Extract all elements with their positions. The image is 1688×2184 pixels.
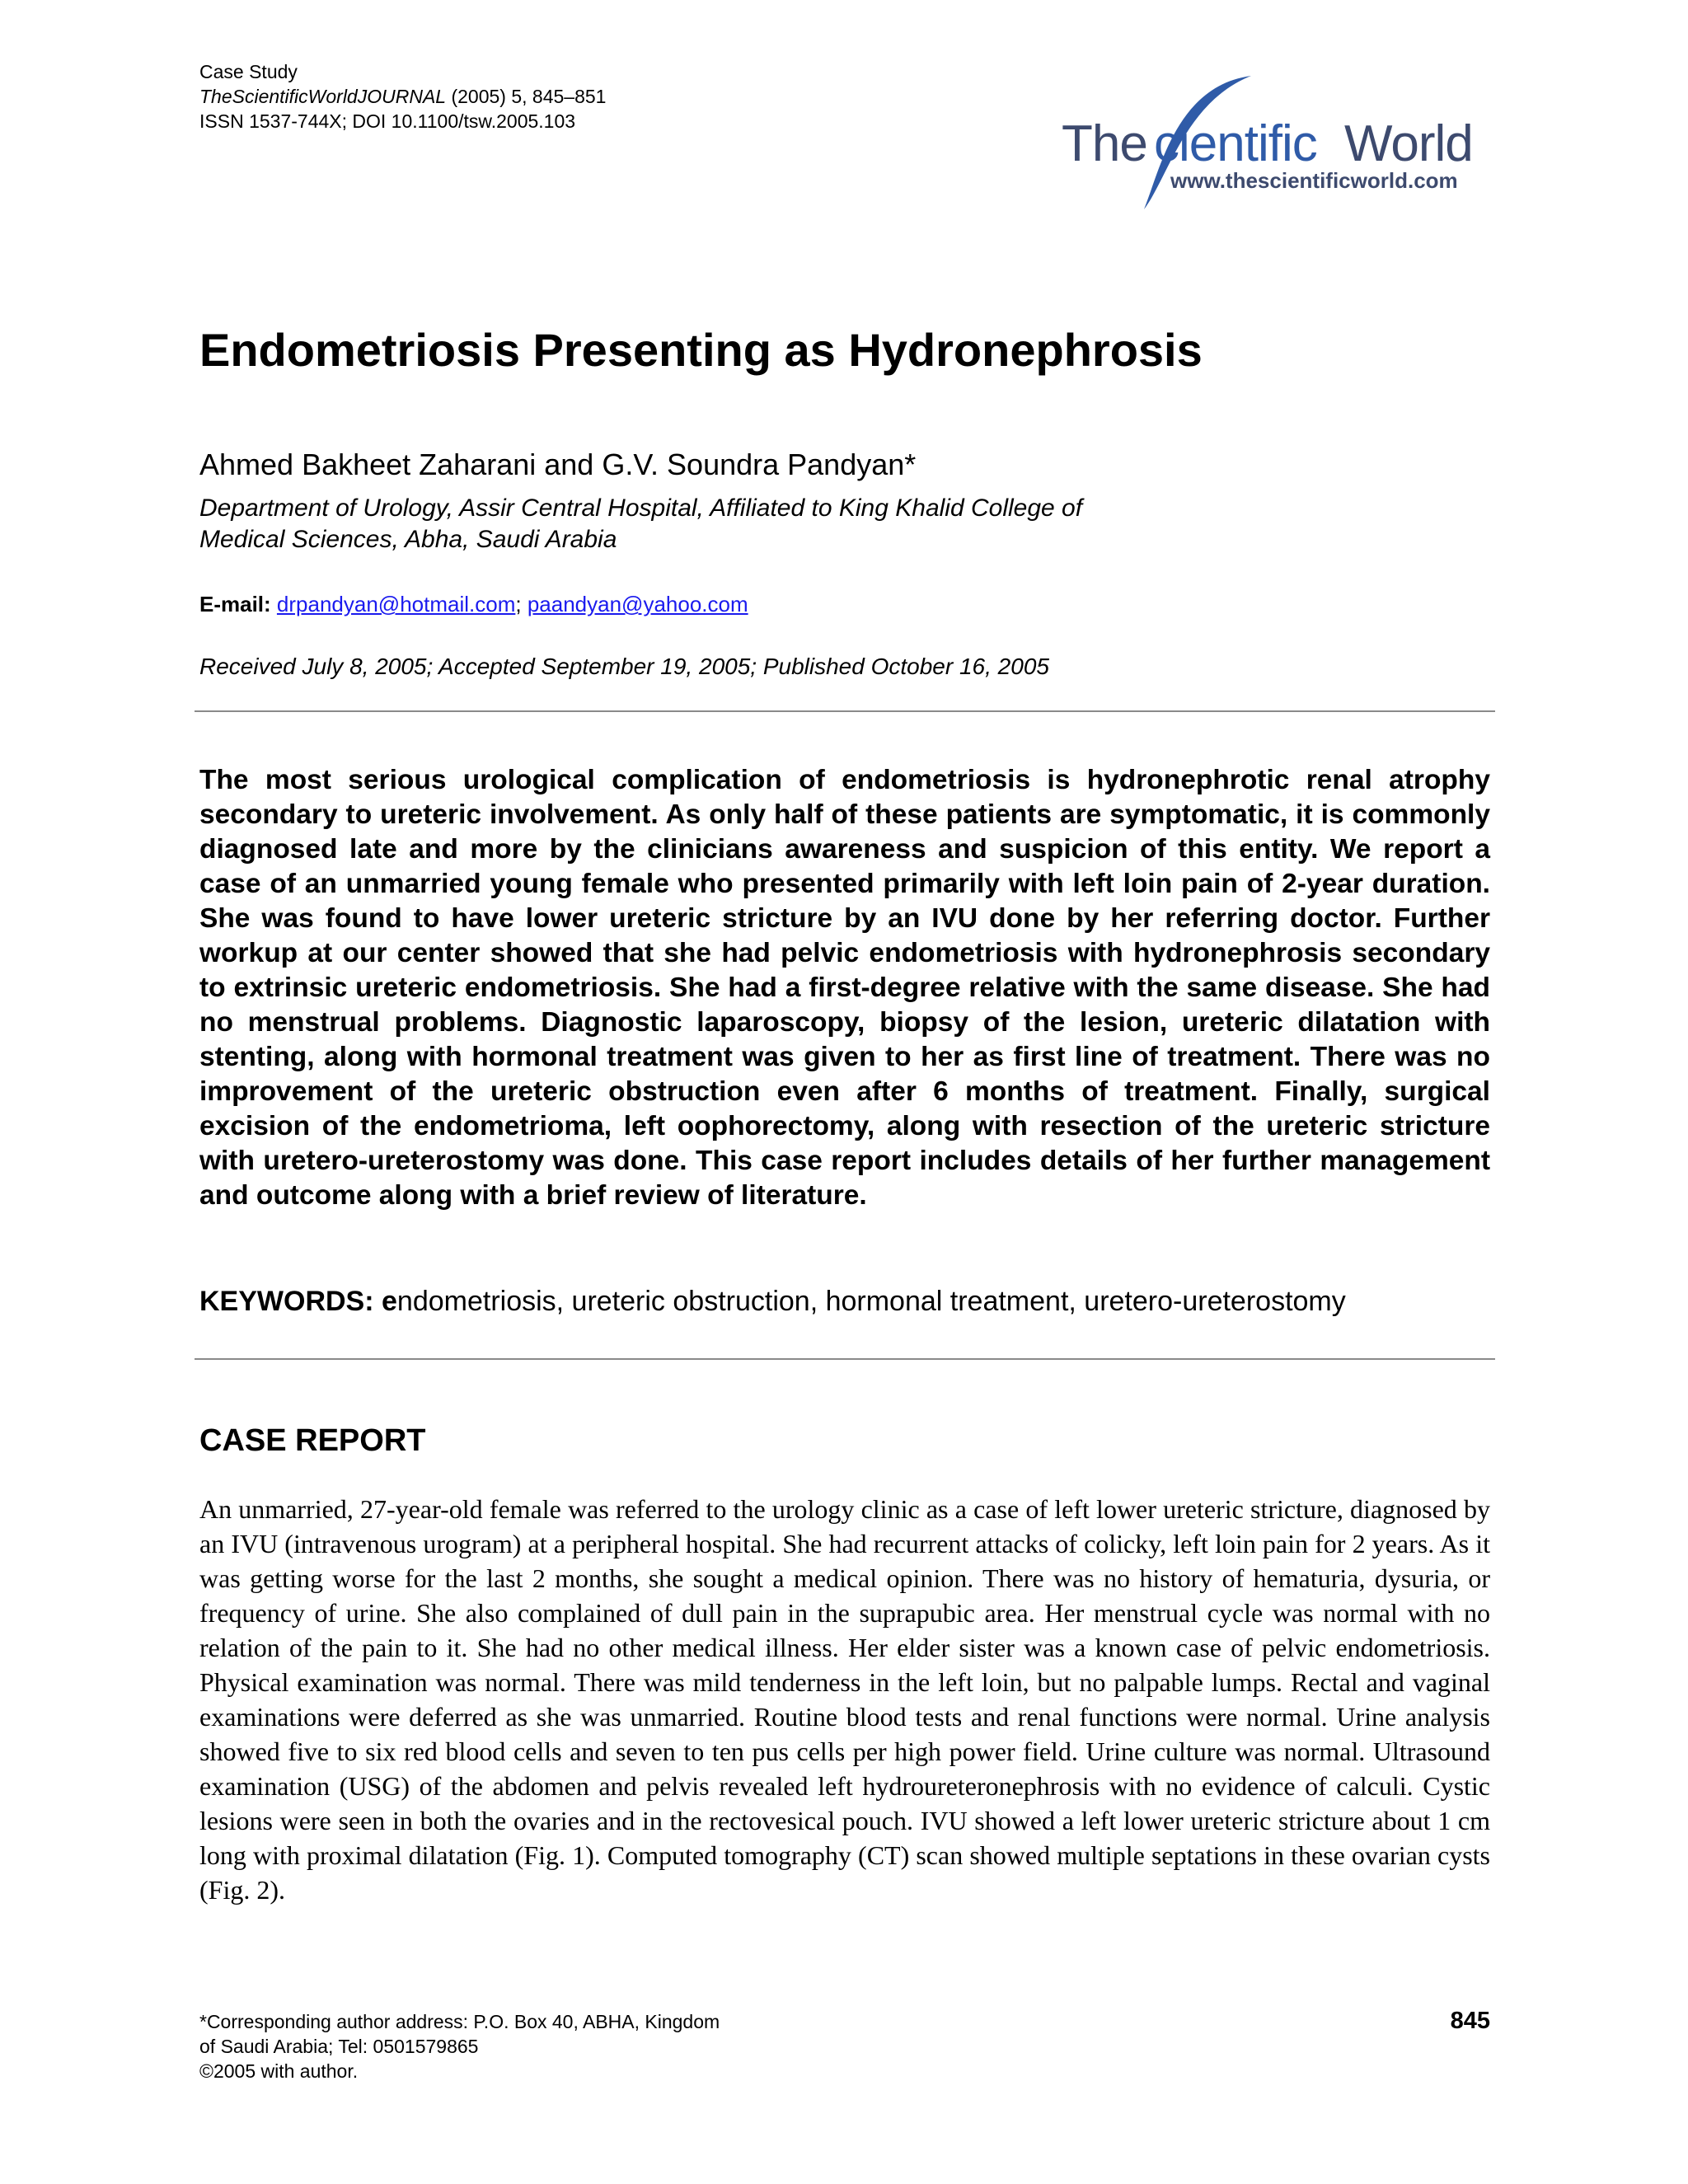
journal-citation xyxy=(199,84,606,109)
issn-doi: ISSN 1537-744X; DOI 10.1100/tsw.2005.103 xyxy=(199,110,576,132)
logo-url: www.thescientificworld.com xyxy=(1170,168,1458,193)
page-title: Endometriosis Presenting as Hydronephrosis xyxy=(199,324,1203,376)
footnote xyxy=(199,2009,720,2083)
divider-top xyxy=(195,710,1495,712)
header-meta xyxy=(199,59,606,134)
citation: (2005) 5, 845–851 xyxy=(446,86,607,107)
logo-scientific: cientific xyxy=(1154,115,1317,172)
email-label: E-mail: xyxy=(199,592,271,616)
footnote-line-1: *Corresponding author address: P.O. Box 40, ABHA, Kingdom xyxy=(199,2011,720,2032)
keywords xyxy=(199,1286,1346,1318)
logo-the: The xyxy=(1062,115,1147,172)
divider-bottom xyxy=(195,1358,1495,1360)
journal-logo xyxy=(1062,69,1474,218)
authors: Ahmed Bakheet Zaharani and G.V. Soundra Pandyan* xyxy=(199,448,917,481)
affiliation-line-2: Medical Sciences, Abha, Saudi Arabia xyxy=(199,526,617,553)
email-link-1[interactable]: drpandyan@hotmail.com xyxy=(276,592,516,616)
email-link-2[interactable]: paandyan@yahoo.com xyxy=(527,592,748,616)
section-heading: CASE REPORT xyxy=(199,1423,426,1458)
abstract: The most serious urological complication of endometriosis is hydronephrotic renal atrophy secondary to ureteric involvement. As only half of these patients are symptomatic, it is commonly diagnosed late and more by the clinicians awareness and suspicion of this entity. We report a case of an unmarried young female who presented primarily with left loin pain of 2-year duration. She was found to have lower ureteric stricture by an IVU done by her referring doctor. Further workup at our center showed that she had pelvic endometriosis with hydronephrosis secondary to extrinsic ureteric endometriosis. She had a first-degree relative with the same disease. She had no menstrual problems. Diagnostic laparoscopy, biopsy of the lesion, ureteric dilatation with stenting, along with hormonal treatment was given to her as first line of treatment. There was no improvement of the ureteric obstruction even after 6 months of treatment. Finally, surgical excision of the endometrioma, left oophorectomy, along with resection of the ureteric stricture with uretero-ureterostomy was done. This case report includes details of her further management and outcome along with a brief review of literature. xyxy=(199,765,1490,1211)
footnote-line-3: ©2005 with author. xyxy=(199,2060,359,2082)
email-line xyxy=(199,592,748,617)
keywords-label: KEYWORDS: e xyxy=(199,1286,397,1317)
keywords-text: ndometriosis, ureteric obstruction, hormonal treatment, uretero-ureterostomy xyxy=(396,1286,1346,1317)
case-report-body: An unmarried, 27-year-old female was referred to the urology clinic as a case of left lower ureteric stricture, diagnosed by an IVU (intravenous urogram) at a peripheral hospital. She had recurrent attacks of colicky, left loin pain for 2 years. As it was getting worse for the last 2 months, she sought a medical opinion. There was no history of hematuria, dysuria, or frequency of urine. She also complained of dull pain in the suprapubic area. Her menstrual cycle was normal with no relation of the pain to it. She had no other medical illness. Her elder sister was a known case of pelvic endometriosis. Physical examination was normal. There was mild tenderness in the left loin, but no palpable lumps. Rectal and vaginal examinations were deferred as she was unmarried. Routine blood tests and renal functions were normal. Urine analysis showed five to six red blood cells and seven to ten pus cells per high power field. Urine culture was normal. Ultrasound examination (USG) of the abdomen and pelvis revealed left hydroureteronephrosis with no evidence of calculi. Cystic lesions were seen in both the ovaries and in the rectovesical pouch. IVU showed a left lower ureteric stricture about 1 cm long with proximal dilatation (Fig. 1). Computed tomography (CT) scan showed multiple septations in these ovarian cysts (Fig. 2). xyxy=(199,1494,1490,1905)
affiliation-line-1: Department of Urology, Assir Central Hospital, Affiliated to King Khalid College of xyxy=(199,494,1083,522)
journal-name: TheScientificWorldJOURNAL xyxy=(199,86,447,107)
footnote-line-2: of Saudi Arabia; Tel: 0501579865 xyxy=(199,2036,479,2057)
article-type: Case Study xyxy=(199,61,298,82)
affiliation xyxy=(199,493,1271,555)
page-number: 845 xyxy=(1450,2008,1490,2034)
email-separator: ; xyxy=(515,592,522,616)
publication-dates: Received July 8, 2005; Accepted September 19, 2005; Published October 16, 2005 xyxy=(199,654,1049,679)
logo-world: World xyxy=(1344,115,1473,172)
